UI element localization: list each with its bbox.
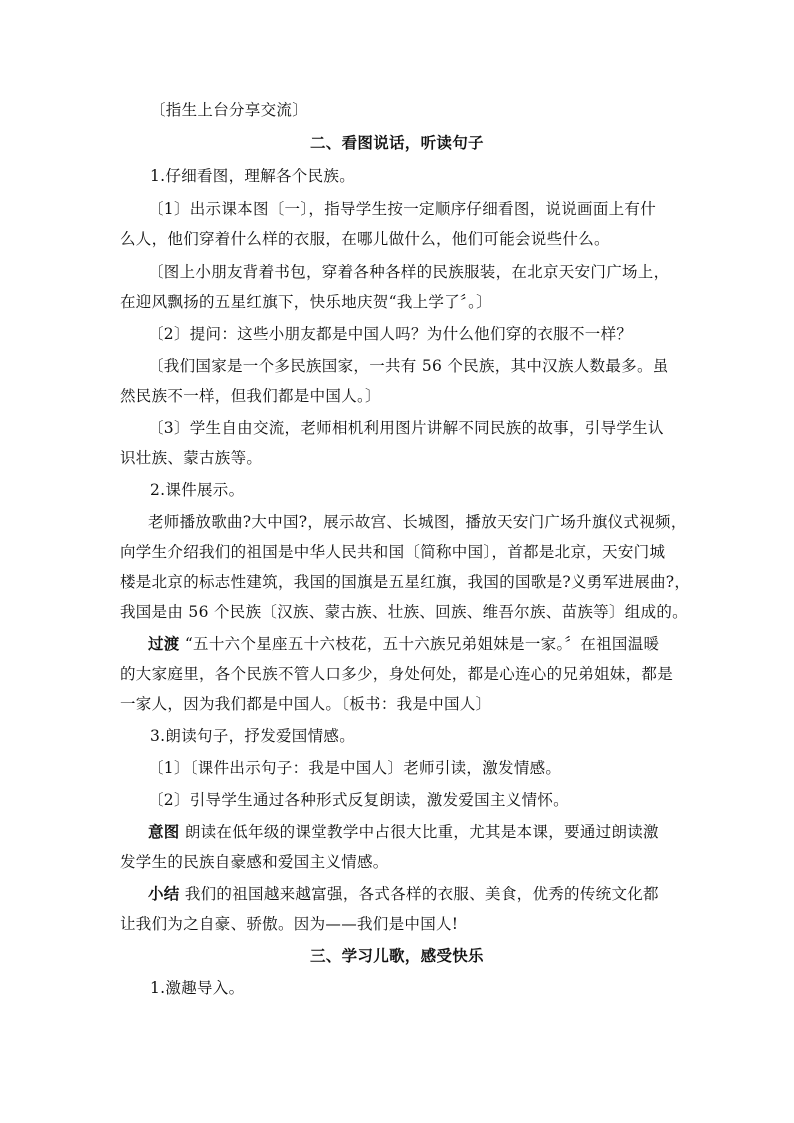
paragraph-line — [148, 884, 659, 904]
intent-text: 朗读在低年级的课堂教学中占很大比重，尤其是本课，要通过朗读激 — [179, 823, 659, 841]
paragraph-line: 识壮族、蒙古族等。 — [120, 449, 263, 467]
paragraph-line: 〔2〕提问：这些小朋友都是中国人吗？为什么他们穿的衣服不一样？ — [148, 325, 633, 343]
paragraph-line: 的大家庭里，各个民族不管人口多少，身处何处，都是心连心的兄弟姐妹，都是 — [120, 665, 674, 683]
paragraph-line: 楼是北京的标志性建筑，我国的国旗是五星红旗，我国的国歌是?义勇军进展曲?， — [120, 573, 691, 591]
body-line: 〔指生上台分享交流〕 — [150, 101, 309, 119]
paragraph-line: 〔2〕引导学生通过各种形式反复朗读，激发爱国主义情怀。 — [148, 791, 569, 809]
paragraph-line: 在迎风飘扬的五星红旗下，快乐地庆贺“我上学了〞。〕 — [120, 293, 492, 311]
list-item: 1.激趣导入。 — [150, 979, 245, 997]
paragraph-line — [148, 634, 659, 654]
summary-text: 我们的祖国越来越富强，各式各样的衣服、美食，优秀的传统文化都 — [179, 885, 659, 903]
list-item: 1.仔细看图，理解各个民族。 — [150, 167, 355, 185]
section-heading: 二、看图说话，听读句子 — [310, 133, 484, 152]
paragraph-line: 老师播放歌曲?大中国?，展示故宫、长城图，播放天安门广场升旗仪式视频， — [148, 513, 687, 531]
summary-label: 小结 — [148, 884, 180, 903]
paragraph-line: 向学生介绍我们的祖国是中华人民共和国〔简称中国〕，首都是北京，天安门城 — [120, 543, 666, 561]
paragraph-line: 么人，他们穿着什么样的衣服，在哪儿做什么，他们可能会说些什么。 — [120, 230, 610, 248]
paragraph-line: 〔3〕学生自由交流，老师相机利用图片讲解不同民族的故事，引导学生认 — [148, 419, 664, 437]
paragraph-line: 然民族不一样，但我们都是中国人。〕 — [120, 387, 381, 405]
list-item: 2.课件展示。 — [150, 481, 245, 499]
paragraph-line: 我国是由 56 个民族〔汉族、蒙古族、壮族、回族、维吾尔族、苗族等〕组成的。 — [120, 603, 688, 621]
paragraph-line: 〔我们国家是一个多民族国家，一共有 56 个民族，其中汉族人数最多。虽 — [148, 357, 669, 375]
paragraph-line: 发学生的民族自豪感和爱国主义情感。 — [120, 853, 389, 871]
paragraph-line: 〔图上小朋友背着书包，穿着各种各样的民族服装，在北京天安门广场上， — [148, 263, 670, 281]
paragraph-line: 〔1〕出示课本图〔一〕，指导学生按一定顺序仔细看图，说说画面上有什 — [148, 200, 657, 218]
paragraph-line — [148, 822, 659, 842]
list-item: 3.朗读句子，抒发爱国情感。 — [150, 727, 355, 745]
intent-label: 意图 — [148, 822, 180, 841]
transition-label: 过渡 — [148, 634, 180, 653]
section-heading: 三、学习儿歌，感受快乐 — [310, 946, 484, 965]
paragraph-line: 一家人，因为我们都是中国人。〔板书：我是中国人〕 — [120, 695, 492, 713]
paragraph-line: 让我们为之自豪、骄傲。因为——我们是中国人! — [120, 915, 459, 933]
paragraph-line: 〔1〕〔课件出示句子：我是中国人〕老师引读，激发情感。 — [148, 759, 562, 777]
transition-text: “五十六个星座五十六枝花，五十六族兄弟姐妹是一家。〞在祖国温暖 — [179, 635, 660, 653]
